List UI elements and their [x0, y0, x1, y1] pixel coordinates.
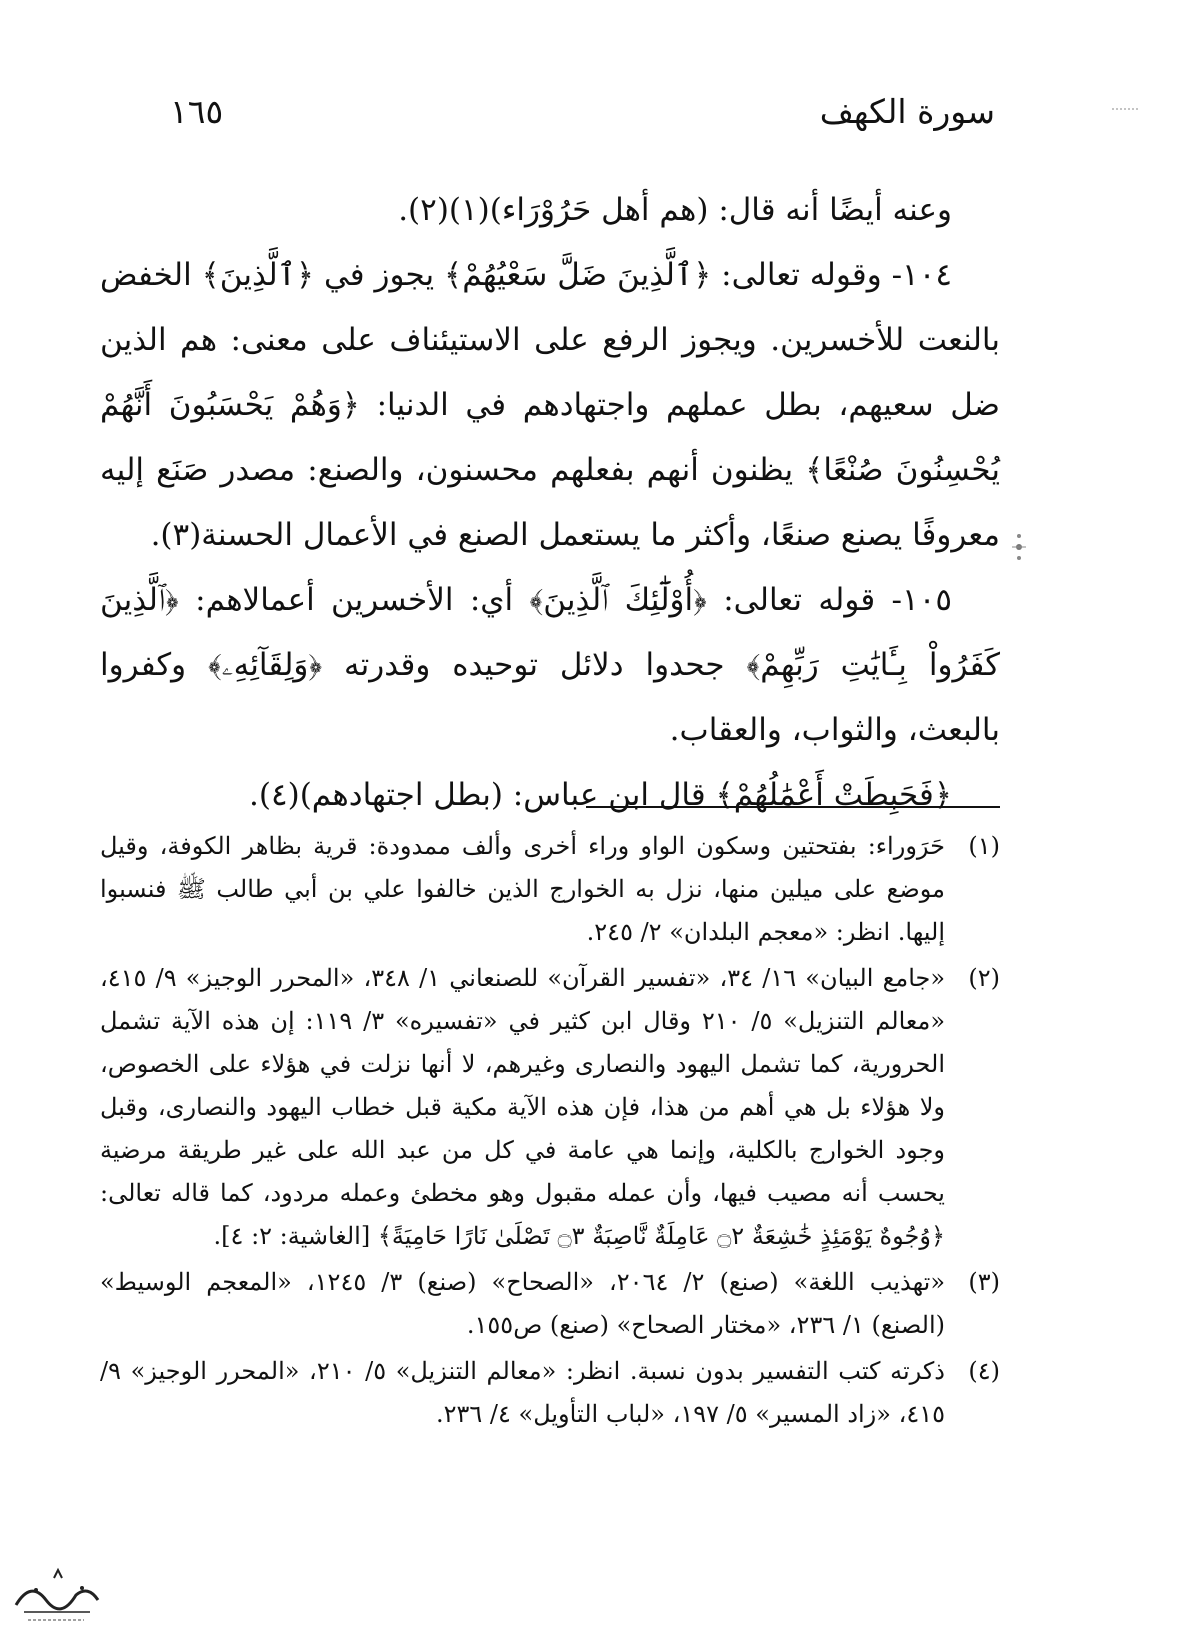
footnote-number: (٣) [968, 1268, 1000, 1296]
footnote-text: «تهذيب اللغة» (صنع) ٢/ ٢٠٦٤، «الصحاح» (صنع) ٣/ ١٢٤٥، «المعجم الوسيط» (الصنع) ١/ ٢٣٦، «مختار الصحاح» (صنع) ص١٥٥. [100, 1268, 946, 1339]
footnote-number: (٢) [968, 964, 1000, 992]
footnote-number: (٤) [968, 1357, 1000, 1385]
footnote-text: ذكرته كتب التفسير بدون نسبة. انظر: «معالم التنزيل» ٥/ ٢١٠، «المحرر الوجيز» ٩/ ٤١٥، «زاد المسير» ٥/ ١٩٧، «لباب التأويل» ٤/ ٢٣٦. [100, 1357, 945, 1428]
footnote-1 [100, 825, 1000, 954]
footnote-4 [100, 1350, 1000, 1436]
footnote-number: (١) [968, 832, 1000, 860]
footnotes [100, 825, 1000, 1439]
paragraph-verse-105: ١٠٥- قوله تعالى: ﴿أُوْلَٰٓئِكَ ٱلَّذِينَ﴾ أي: الأخسرين أعمالاهم: ﴿ٱلَّذِينَ كَفَرُواْ بِـَٔايَٰتِ رَبِّهِمْ﴾ جحدوا دلائل توحيده وقدرته ﴿وَلِقَآئِهِۦ﴾ وكفروا بالبعث، والثواب، والعقاب. [100, 582, 1000, 748]
footnote-separator [586, 806, 1000, 808]
footnote-3 [100, 1261, 1000, 1347]
footnote-text: حَرَوراء: بفتحتين وسكون الواو وراء أخرى وألف ممدودة: قرية بظاهر الكوفة، وقيل موضع على ميلين منها، نزل به الخوارج الذين خالفوا علي بن أبي طالب ﷺ فنسبوا إليها. انظر: «معجم البلدان» ٢/ ٢٤٥. [100, 832, 945, 946]
paragraph-narration: وعنه أيضًا أنه قال: (هم أهل حَرُوْرَاء)(١)(٢). [398, 192, 952, 228]
footnote-text: «جامع البيان» ١٦/ ٣٤، «تفسير القرآن» للصنعاني ١/ ٣٤٨، «المحرر الوجيز» ٩/ ٤١٥، «معالم التنزيل» ٥/ ٢١٠ وقال ابن كثير في «تفسيره» ٣/ ١١٩: إن هذه الآية تشمل الحرورية، كما تشمل اليهود والنصارى وغيرهم، لا أنها نزلت في هؤلاء على الخصوص، ولا هؤلاء بل هي أهم من هذا، فإن هذه الآية مكية قبل خطاب اليهود والنصارى، وقبل وجود الخوارج بالكلية، وإنما هي عامة في كل من عبد الله على غير طريقة مرضية يحسب أنه مصيب فيها، وأن عمله مقبول وهو مخطئ وعمله مردود، كما قاله تعالى: ﴿وُجُوهٌ يَوْمَئِذٍ خَٰشِعَةٌ ۝٢ عَامِلَةٌ نَّاصِبَةٌ ۝٣ تَصْلَىٰ نَارًا حَامِيَةً﴾ [الغاشية: ٢: ٤]. [100, 964, 946, 1250]
publisher-logo [6, 1560, 106, 1630]
paragraph-verse-104: ١٠٤- وقوله تعالى: ﴿ٱلَّذِينَ ضَلَّ سَعْيُهُمْ﴾ يجوز في ﴿ٱلَّذِينَ﴾ الخفض بالنعت للأخسرين. ويجوز الرفع على الاستيئناف على معنى: هم الذين ضل سعيهم، بطل عملهم واجتهادهم في الدنيا: ﴿وَهُمْ يَحْسَبُونَ أَنَّهُمْ يُحْسِنُونَ صُنْعًا﴾ يظنون أنهم بفعلهم محسنون، والصنع: مصدر صَنَع إليه معروفًا يصنع صنعًا، وأكثر ما يستعمل الصنع في الأعمال الحسنة(٣). [100, 257, 1000, 553]
paragraph-habitat: ﴿فَحَبِطَتْ أَعْمَٰلُهُمْ﴾ قال ابن عباس: (بطل اجتهادهم)(٤). [248, 777, 952, 813]
footnote-2 [100, 957, 1000, 1258]
margin-ornament [1008, 522, 1030, 572]
page-number: ١٦٥ [170, 92, 224, 131]
page-header [0, 92, 1185, 152]
main-text [100, 178, 1000, 828]
surah-title: سورة الكهف [819, 92, 995, 131]
